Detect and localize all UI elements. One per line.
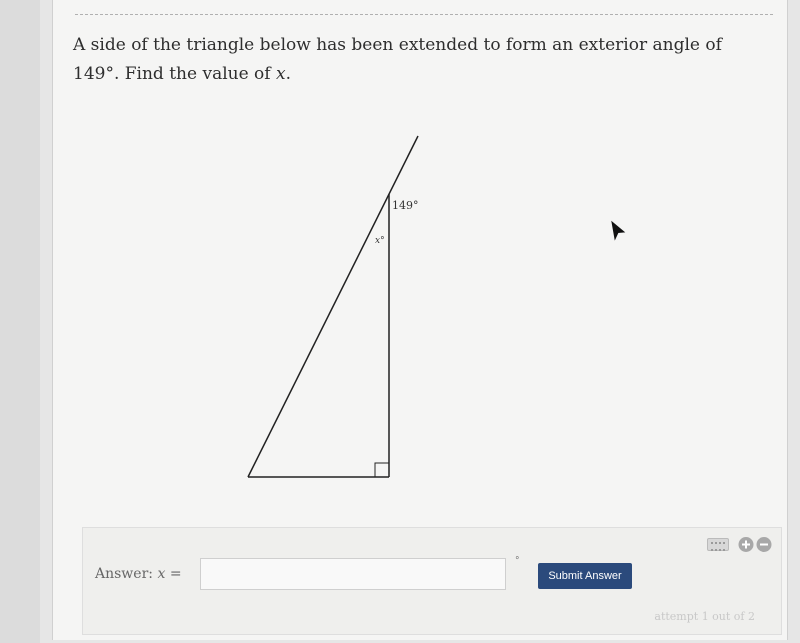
right-angle-marker [375, 463, 389, 477]
extended-side-line [248, 136, 418, 477]
answer-input[interactable] [200, 558, 506, 590]
keyboard-icon[interactable] [707, 538, 729, 551]
question-card [52, 0, 788, 640]
interior-angle-label: x° [375, 236, 385, 246]
question-text-end: . [285, 64, 291, 84]
submit-answer-button[interactable]: Submit Answer [538, 563, 632, 589]
answer-label [95, 566, 182, 582]
question-text-main: A side of the triangle below has been extended to form an exterior angle of 149°. Find the value of [73, 35, 722, 84]
answer-variable: x [157, 566, 166, 582]
answer-label-prefix: Answer: [95, 566, 153, 582]
answer-area [82, 527, 782, 635]
answer-equals: = [169, 566, 182, 582]
exterior-angle-label: 149° [392, 199, 419, 212]
attempt-counter: attempt 1 out of 2 [654, 610, 755, 623]
page-background-edge [0, 0, 40, 643]
triangle-diagram [53, 0, 789, 520]
question-variable: x [276, 64, 286, 84]
toggle-icon[interactable] [737, 536, 777, 553]
degree-unit: ° [515, 556, 520, 566]
mouse-cursor-icon [610, 220, 626, 242]
